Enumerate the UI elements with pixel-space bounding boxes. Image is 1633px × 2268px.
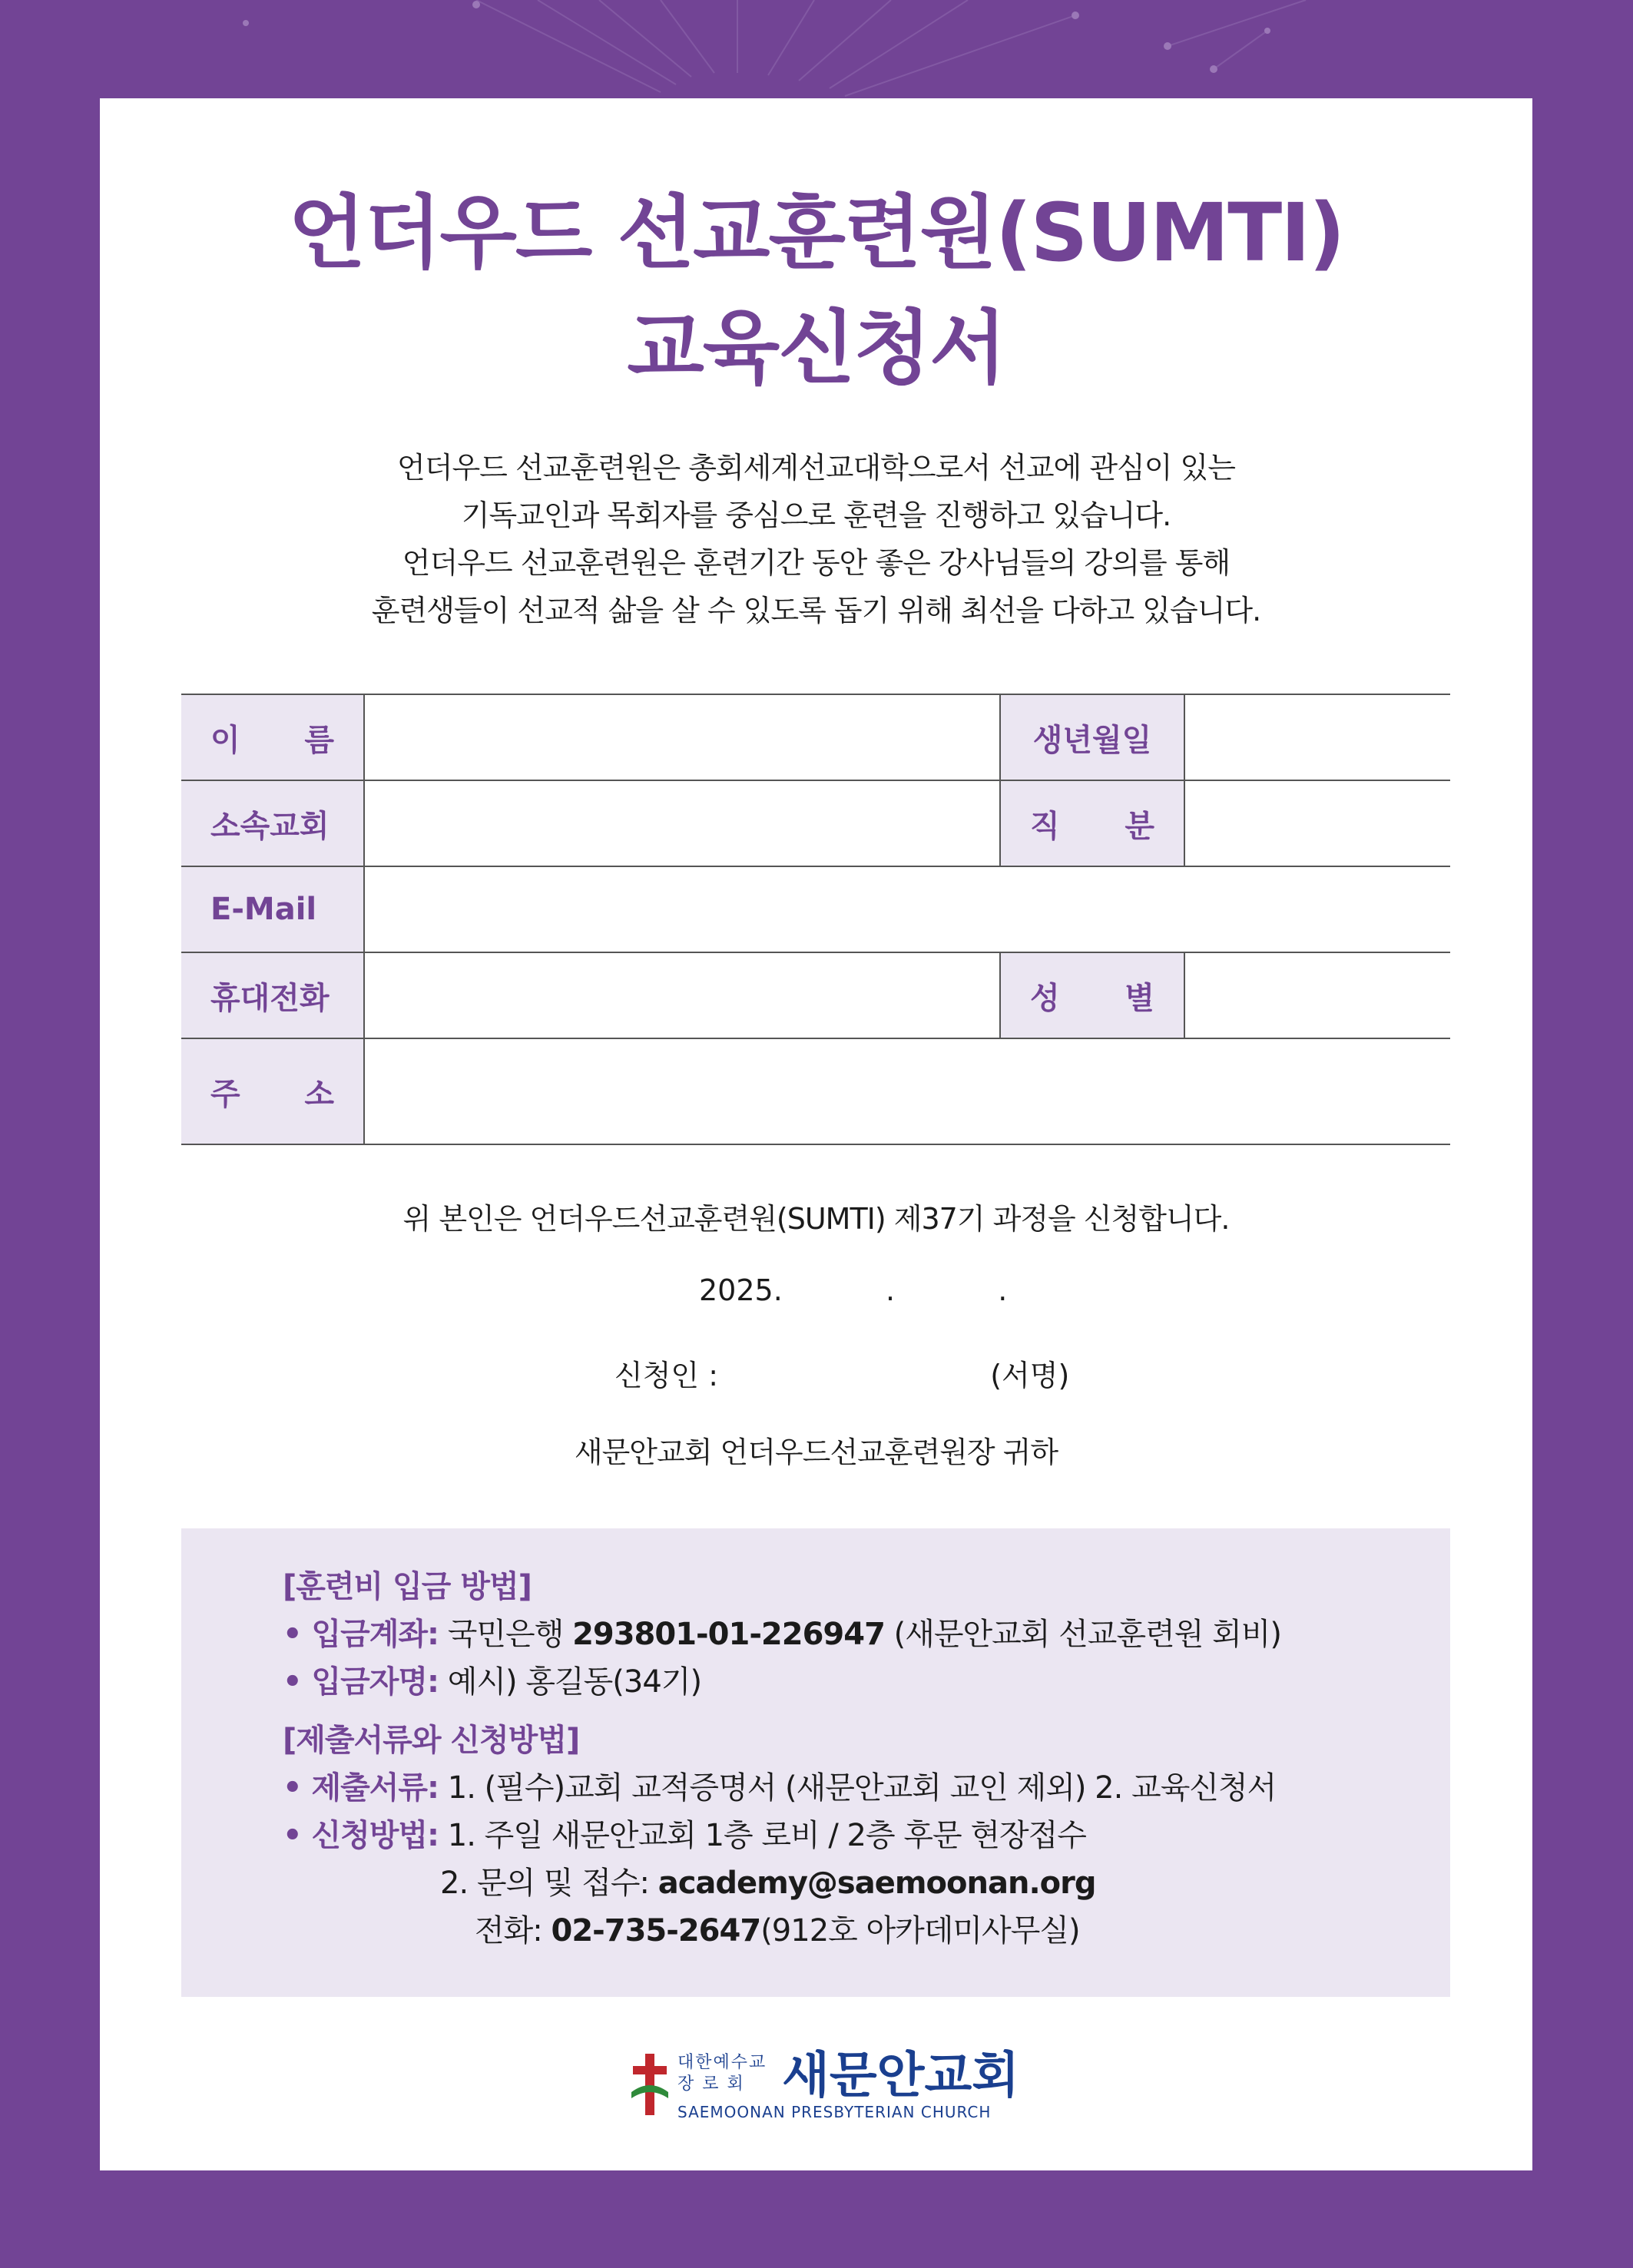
church-label: 소속교회: [181, 780, 364, 866]
birthdate-label: 생년월일: [1000, 694, 1184, 780]
phone-row: [283, 1907, 1281, 1955]
contact-email[interactable]: academy@saemoonan.org: [658, 1866, 1096, 1901]
depositor-row: [283, 1658, 1281, 1706]
method-value: 1. 주일 새문안교회 1층 로비 / 2층 후문 현장접수: [447, 1818, 1086, 1853]
title-line-2: 교육신청서: [627, 301, 1005, 395]
account-bank: 국민은행: [447, 1617, 564, 1652]
church-logo: [628, 2049, 1028, 2126]
payment-heading: [훈련비 입금 방법]: [283, 1569, 532, 1604]
method-row: [283, 1812, 1281, 1859]
date-dot: .: [998, 1273, 1008, 1307]
account-note: (새문안교회 선교훈련원 회비): [893, 1617, 1281, 1652]
intro-line: 기독교인과 목회자를 중심으로 훈련을 진행하고 있습니다.: [461, 498, 1171, 532]
addressee: 새문안교회 언더우드선교훈련원장 귀하: [574, 1435, 1058, 1469]
declaration: 위 본인은 언더우드선교훈련원(SUMTI) 제37기 과정을 신청합니다.: [402, 1202, 1230, 1236]
date-line: [699, 1273, 1007, 1307]
address-field[interactable]: [364, 1038, 1450, 1144]
denomination-line: 대한예수교: [677, 2053, 767, 2072]
birthdate-field[interactable]: [1184, 694, 1450, 780]
position-label: 직 분: [1000, 780, 1184, 866]
email-field[interactable]: [364, 866, 1450, 952]
gender-field[interactable]: [1184, 952, 1450, 1038]
denomination: [677, 2052, 767, 2095]
documents-row: [283, 1764, 1281, 1812]
intro-line: 언더우드 선교훈련원은 훈련기간 동안 좋은 강사님들의 강의를 통해: [402, 546, 1231, 580]
title-line-1: 언더우드 선교훈련원(SUMTI): [288, 186, 1344, 280]
church-name: 새문안교회: [782, 2047, 1020, 2104]
account-row: [283, 1611, 1281, 1658]
phone-note: (912호 아카데미사무실): [760, 1913, 1080, 1948]
account-label: • 입금계좌:: [283, 1617, 439, 1652]
gender-label: 성 별: [1000, 952, 1184, 1038]
network-decoration: [0, 0, 1633, 108]
phone-label: 휴대전화: [181, 952, 364, 1038]
name-field[interactable]: [364, 694, 1000, 780]
application-form: [181, 694, 1450, 1145]
depositor-label: • 입금자명:: [283, 1664, 439, 1700]
phone-prefix: 전화:: [475, 1913, 542, 1948]
contact-prefix: 2. 문의 및 접수:: [440, 1866, 649, 1901]
page-title: [100, 175, 1532, 406]
application-sheet: [100, 98, 1532, 2170]
date-year: 2025.: [699, 1273, 783, 1307]
info-panel: [181, 1528, 1450, 1997]
documents-value: 1. (필수)교회 교적증명서 (새문안교회 교인 제외) 2. 교육신청서: [447, 1770, 1277, 1806]
applicant-line: [614, 1352, 1069, 1394]
method-label: • 신청방법:: [283, 1818, 439, 1853]
email-label: E-Mail: [181, 866, 364, 952]
date-dot: .: [885, 1273, 896, 1307]
address-label: 주 소: [181, 1038, 364, 1144]
account-number: 293801-01-226947: [572, 1617, 885, 1652]
contact-row: [283, 1859, 1281, 1907]
depositor-value: 예시) 홍길동(34기): [447, 1664, 702, 1700]
church-field[interactable]: [364, 780, 1000, 866]
intro-text: [100, 444, 1532, 634]
position-field[interactable]: [1184, 780, 1450, 866]
cross-icon: [628, 2054, 671, 2115]
name-label: 이 름: [181, 694, 364, 780]
denomination-line: 장 로 회: [677, 2074, 745, 2094]
phone-number: 02-735-2647: [551, 1913, 761, 1948]
applicant-label: 신청인 :: [614, 1359, 719, 1392]
intro-line: 언더우드 선교훈련원은 총회세계선교대학으로서 선교에 관심이 있는: [397, 451, 1235, 485]
submission-heading: [제출서류와 신청방법]: [283, 1723, 580, 1758]
church-english-name: SAEMOONAN PRESBYTERIAN CHURCH: [677, 2103, 992, 2121]
phone-field[interactable]: [364, 952, 1000, 1038]
intro-line: 훈련생들이 선교적 삶을 살 수 있도록 돕기 위해 최선을 다하고 있습니다.: [371, 594, 1261, 627]
signature-label: (서명): [990, 1359, 1070, 1392]
documents-label: • 제출서류:: [283, 1770, 439, 1806]
